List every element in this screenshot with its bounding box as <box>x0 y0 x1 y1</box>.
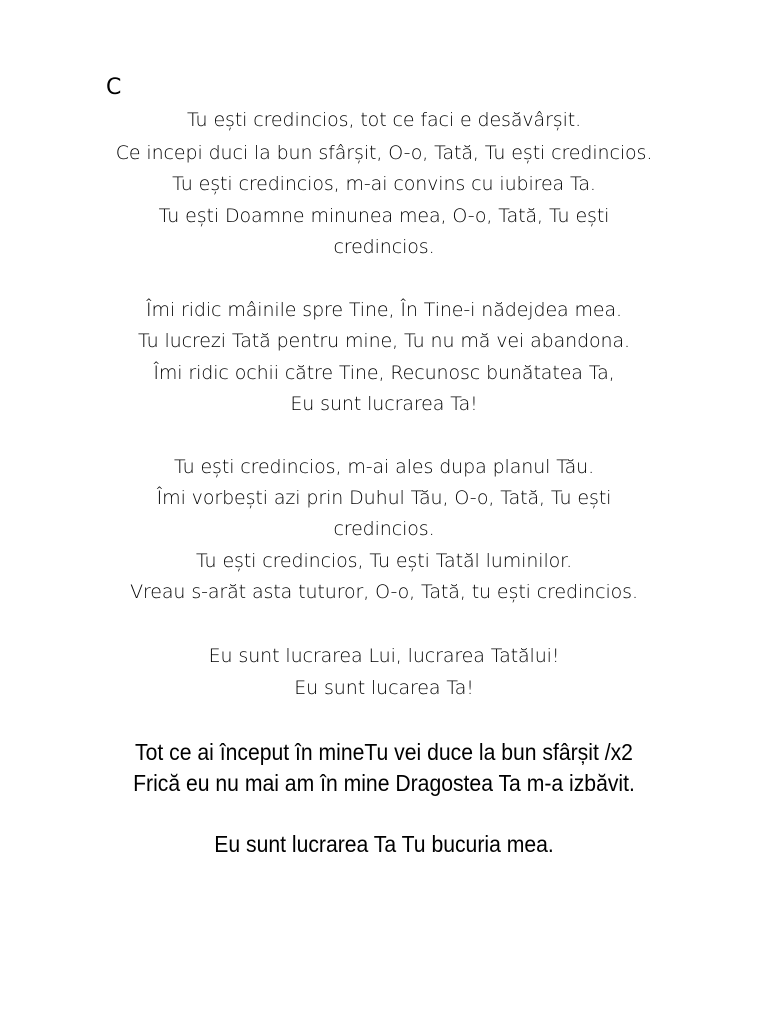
ending-line: Eu sunt lucrarea Ta Tu bucuria mea. <box>214 831 554 857</box>
verse2-line-2: Tu lucrezi Tată pentru mine, Tu nu mă vei abandona. <box>138 330 630 352</box>
verse3-line-3: credincios. <box>333 518 435 540</box>
verse3-line-4: Tu ești credincios, Tu ești Tatăl luminilor. <box>195 550 573 572</box>
verse3-line-1: Tu ești credincios, m-ai ales dupa planul Tău. <box>173 456 595 478</box>
chord-key-label: C <box>106 75 122 100</box>
refrain-line-1: Eu sunt lucrarea Lui, lucrarea Tatălui! <box>208 645 560 667</box>
verse1-line-2: Ce incepi duci la bun sfârșit, O-o, Tată, Tu ești credincios. <box>115 142 653 164</box>
verse2-line-1: Îmi ridic mâinile spre Tine, În Tine-i nădejdea mea. <box>145 299 623 321</box>
verse1-line-3: Tu ești credincios, m-ai convins cu iubirea Ta. <box>172 173 596 195</box>
verse1-line-4: Tu ești Doamne minunea mea, O-o, Tată, Tu ești <box>158 205 610 227</box>
chorus-line-2: Frică eu nu mai am în mine Dragostea Ta m-a izbăvit. <box>133 770 635 796</box>
verse3-line-2: Îmi vorbești azi prin Duhul Tău, O-o, Tată, Tu ești <box>156 487 612 509</box>
verse1-line-5: credincios. <box>333 236 435 258</box>
refrain-line-2: Eu sunt lucarea Ta! <box>294 677 474 699</box>
verse2-line-3: Îmi ridic ochii către Tine, Recunosc bunătatea Ta, <box>153 362 615 384</box>
verse2-line-4: Eu sunt lucrarea Ta! <box>290 393 478 415</box>
verse3-line-5: Vreau s-arăt asta tuturor, O-o, Tată, tu ești credincios. <box>130 581 638 603</box>
chorus-line-1: Tot ce ai început în mineTu vei duce la bun sfârșit /x2 <box>135 739 633 765</box>
verse1-line-1: Tu ești credincios, tot ce faci e desăvârșit. <box>186 109 582 131</box>
